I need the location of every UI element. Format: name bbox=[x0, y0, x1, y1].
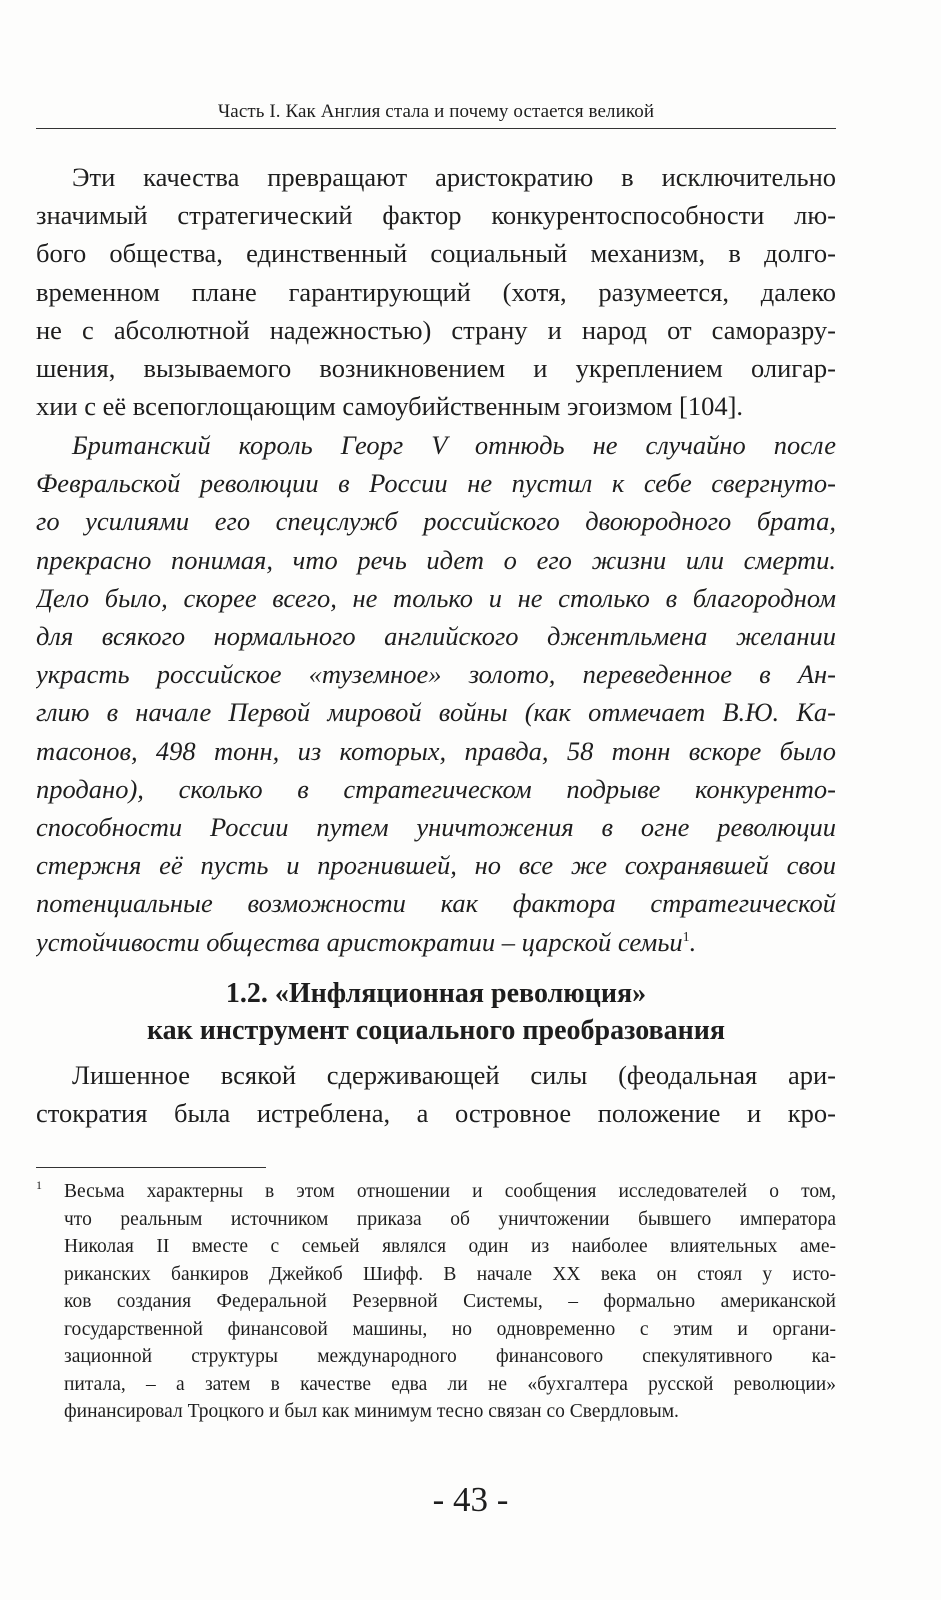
footnote-line: государственной финансовой машины, но одновременно с этим и органи- bbox=[64, 1318, 836, 1340]
text-line: временном плане гарантирующий (хотя, разумеется, далеко bbox=[36, 276, 836, 307]
running-head: Часть I. Как Англия стала и почему остается великой bbox=[217, 101, 655, 122]
footnote-line: финансировал Троцкого и был как минимум тесно связан со Свердловым. bbox=[64, 1401, 679, 1422]
text-line: Британский король Георг V отнюдь не случайно после bbox=[72, 430, 836, 460]
text-line: для всякого нормального английского джентльмена желании bbox=[36, 621, 836, 652]
text-line: потенциальные возможности как фактора стратегической bbox=[36, 888, 836, 919]
footnote-rule bbox=[36, 1167, 266, 1168]
footnote-line: Весьма характерны в этом отношении и сообщения исследователей о том, bbox=[64, 1181, 836, 1202]
text-line: прекрасно понимая, что речь идет о его жизни или смерти. bbox=[36, 544, 836, 575]
section-heading bbox=[36, 975, 836, 1049]
text-line: стократия была истреблена, а островное положение и кро- bbox=[36, 1098, 836, 1129]
text-line: не с абсолютной надежностью) страну и народ от саморазру- bbox=[36, 314, 836, 345]
text-line: го усилиями его спецслужб российского двоюродного брата, bbox=[36, 506, 836, 537]
text-line: тасонов, 498 тонн, из которых, правда, 58 тонн вскоре было bbox=[36, 735, 836, 766]
text-line: Лишенное всякой сдерживающей силы (феодальная ари- bbox=[72, 1060, 836, 1090]
text-line: глию в начале Первой мировой войны (как отмечает В.Ю. Ка- bbox=[36, 697, 836, 728]
text-line: хии с её всепоглощающим самоубийственным эгоизмом [104]. bbox=[36, 391, 744, 422]
paragraph-aristocracy bbox=[36, 158, 836, 425]
text-line: Февральской революции в России не пустил к себе свергнуто- bbox=[36, 468, 836, 499]
text-line: стержня её пусть и прогнившей, но все же сохранявшей свои bbox=[36, 850, 836, 881]
text-fragment: устойчивости общества аристократии – царской семьи bbox=[36, 926, 683, 957]
footnote-line: зационной структуры международного финансового спекулятивного ка- bbox=[64, 1346, 836, 1367]
text-line: украсть российское «туземное» золото, переведенное в Ан- bbox=[36, 659, 836, 690]
heading-line: 1.2. «Инфляционная революция» bbox=[225, 978, 647, 1009]
text-fragment: . bbox=[689, 926, 697, 957]
footnote-mark: 1 bbox=[36, 1178, 42, 1192]
footnote bbox=[36, 1178, 836, 1426]
footnote-body bbox=[64, 1178, 836, 1426]
text-line: способности России путем уничтожения в огне революции bbox=[36, 812, 836, 843]
text-line: продано), сколько в стратегическом подрыве конкуренто- bbox=[36, 773, 836, 804]
footnote-line: Николая II вместе с семьей являлся один из наиболее влиятельных аме- bbox=[64, 1236, 836, 1257]
footnote-line: что реальным источником приказа об уничтожении бывшего императора bbox=[64, 1208, 836, 1230]
footnote-line: питала, – а затем в качестве едва ли не «бухгалтера русской революции» bbox=[64, 1373, 836, 1395]
text-line: бого общества, единственный социальный механизм, в долго- bbox=[36, 238, 836, 269]
footnote-line: ков создания Федеральной Резервной Системы, – формально американской bbox=[64, 1291, 836, 1312]
footnote-reference[interactable]: 1 bbox=[682, 929, 690, 945]
paragraph-george-v bbox=[36, 426, 836, 961]
paragraph-inflation bbox=[36, 1056, 836, 1132]
text-line: Дело было, скорее всего, не только и не столько в благородном bbox=[36, 582, 836, 613]
text-line: шения, вызываемого возникновением и укреплением олигар- bbox=[36, 353, 836, 384]
footnote-line: риканских банкиров Джейкоб Шифф. В начале XX века он стоял у исто- bbox=[64, 1263, 836, 1285]
header-rule bbox=[36, 128, 836, 129]
text-line: значимый стратегический фактор конкурентоспособности лю- bbox=[36, 200, 836, 231]
page-number: - 43 - bbox=[432, 1480, 509, 1519]
heading-line: как инструмент социального преобразования bbox=[146, 1015, 726, 1046]
text-line-with-note bbox=[36, 923, 836, 961]
text-line: Эти качества превращают аристократию в исключительно bbox=[72, 162, 836, 192]
